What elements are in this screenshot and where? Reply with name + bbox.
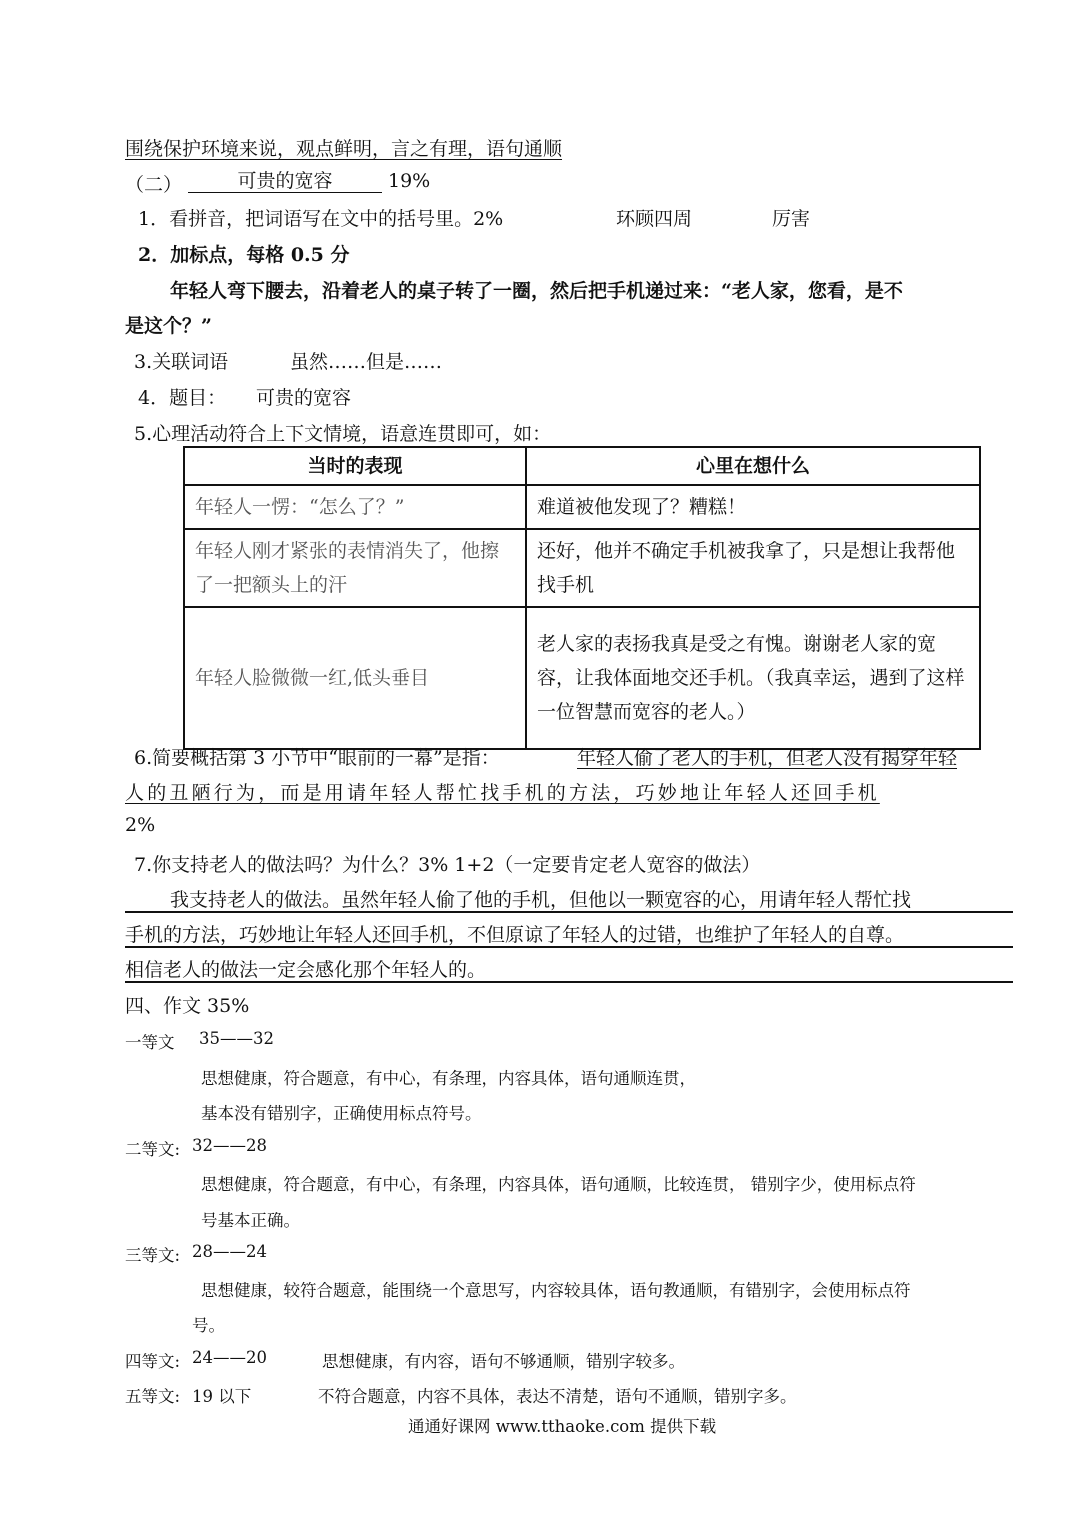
- answer-underline: [125, 981, 1013, 983]
- answer-underline: [125, 946, 1013, 948]
- grade-desc-line: 思想健康，较符合题意，能围绕一个意思写，内容较具体，语句教通顺，有错别字，会使用标点符: [201, 1281, 911, 1300]
- answer-underline: [125, 911, 1013, 913]
- q2-text: 2．加标点，每格 0.5 分: [138, 244, 350, 266]
- table-row: [184, 607, 980, 749]
- q3-answer: 虽然……但是……: [290, 351, 443, 373]
- table-cell: 难道被他发现了？糟糕！: [526, 485, 980, 529]
- table-cell: 年轻人刚才紧张的表情消失了，他擦了一把额头上的汗: [184, 529, 526, 607]
- table-header-cell: 当时的表现: [184, 447, 526, 485]
- q6-score: 2%: [125, 814, 156, 836]
- q7-answer-line-3: 相信老人的做法一定会感化那个年轻人的。: [125, 959, 487, 981]
- q2-sentence-line-1: 年轻人弯下腰去，沿着老人的桌子转了一圈，然后把手机递过来：“老人家，您看，是不: [170, 280, 903, 302]
- q4-label: 4．题目：: [138, 387, 227, 409]
- q6-prefix: 6.简要概括第 3 小节中“眼前的一幕”是指：: [134, 747, 500, 769]
- table-header-row: [184, 447, 980, 485]
- q7-question: 7.你支持老人的做法吗？为什么？3% 1+2（一定要肯定老人宽容的做法）: [134, 854, 761, 876]
- table-row: [184, 529, 980, 607]
- grade-desc-line: 号基本正确。: [201, 1211, 300, 1230]
- q3-label: 3.关联词语: [134, 351, 229, 373]
- table-row: [184, 485, 980, 529]
- q1-text: 1．看拼音，把词语写在文中的括号里。2%: [138, 208, 504, 230]
- section4-title: 四、作文 35%: [125, 995, 250, 1017]
- section2-title: 可贵的宽容: [188, 170, 382, 193]
- grade-range: 24——20: [192, 1348, 267, 1367]
- grade-desc-line: 思想健康，有内容，语句不够通顺，错别字较多。: [322, 1352, 685, 1371]
- q6-answer-line-2: 人的丑陋行为，而是用请年轻人帮忙找手机的方法，巧妙地让年轻人还回手机: [125, 782, 880, 804]
- table-cell: 年轻人一愣：“怎么了？”: [184, 485, 526, 529]
- top-answer-line: 围绕保护环境来说，观点鲜明，言之有理，语句通顺: [125, 138, 563, 160]
- table-cell: 年轻人脸微微一红,低头垂目: [184, 607, 526, 749]
- page-footer: 通通好课网 www.tthaoke.com 提供下载: [408, 1417, 717, 1436]
- grade-range: 28——24: [192, 1242, 267, 1261]
- grade-desc-line: 号。: [192, 1316, 225, 1335]
- q1-word-1: 环顾四周: [616, 208, 693, 230]
- q4-answer: 可贵的宽容: [256, 387, 352, 409]
- q7-answer-line-1: 我支持老人的做法。虽然年轻人偷了他的手机，但他以一颗宽容的心，用请年轻人帮忙找: [170, 889, 912, 911]
- grade-range: 32——28: [192, 1136, 267, 1155]
- grade-range: 19 以下: [192, 1387, 252, 1406]
- q7-answer-line-2: 手机的方法，巧妙地让年轻人还回手机，不但原谅了年轻人的过错，也维护了年轻人的自尊。: [125, 924, 905, 946]
- grade-label: 二等文:: [125, 1140, 181, 1159]
- grade-label: 四等文:: [125, 1352, 181, 1371]
- grade-label: 一等文: [125, 1033, 175, 1052]
- q6-answer-line-1: 年轻人偷了老人的手机，但老人没有揭穿年轻: [577, 747, 958, 769]
- q5-text: 5.心理活动符合上下文情境，语意连贯即可，如：: [134, 423, 552, 445]
- table-cell: 还好，他并不确定手机被我拿了，只是想让我帮他找手机: [526, 529, 980, 607]
- table-cell: 老人家的表扬我真是受之有愧。谢谢老人家的宽容，让我体面地交还手机。（我真幸运，遇到了这样一位智慧而宽容的老人。）: [526, 607, 980, 749]
- grade-desc-line: 基本没有错别字，正确使用标点符号。: [201, 1104, 482, 1123]
- grade-desc-line: 不符合题意，内容不具体，表达不清楚，语句不通顺，错别字多。: [318, 1387, 797, 1406]
- section2-score: 19%: [388, 170, 431, 192]
- grade-label: 三等文:: [125, 1246, 181, 1265]
- section2-prefix: （二）: [125, 174, 183, 196]
- table-header-cell: 心里在想什么: [526, 447, 980, 485]
- grade-range: 35——32: [199, 1029, 274, 1048]
- q2-sentence-line-2: 是这个？”: [125, 315, 212, 337]
- grade-label: 五等文:: [125, 1387, 181, 1406]
- q1-word-2: 厉害: [772, 208, 811, 230]
- grade-desc-line: 思想健康，符合题意，有中心，有条理，内容具体，语句通顺，比较连贯， 错别字少，使用标点符: [201, 1175, 916, 1194]
- grade-desc-line: 思想健康，符合题意，有中心，有条理，内容具体，语句通顺连贯，: [201, 1069, 696, 1088]
- psychology-table: [183, 446, 981, 750]
